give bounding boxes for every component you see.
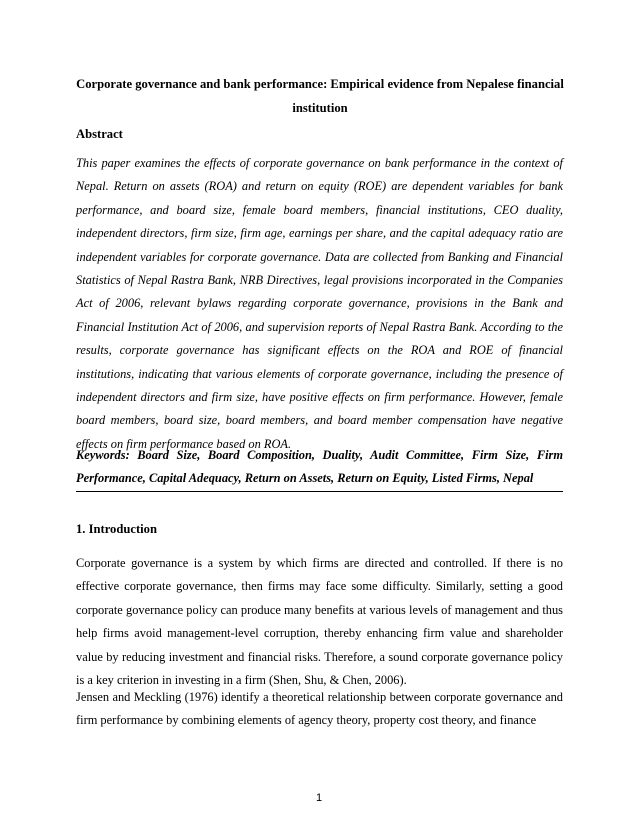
introduction-paragraph: Corporate governance is a system by which firms are directed and controlled. If there is no effective corporate governance, then firms may face some difficulty. Similarly, setting a good corporate governance policy can produce many benefits at various levels of management and thus help firms avoid management-level corruption, thereby enhancing firm value and shareholder value by reducing investment and financial risks. Therefore, a sound corporate governance policy is a key criterion in investing in a firm (Shen, Shu, & Chen, 2006). [76,556,563,688]
paper-title: Corporate governance and bank performance: Empirical evidence from Nepalese financial institution [76,77,564,115]
abstract-heading: Abstract [76,127,123,141]
introduction-paragraph: Jensen and Meckling (1976) identify a theoretical relationship between corporate governance and firm performance by combining elements of agency theory, property cost theory, and finance [76,690,563,728]
page-number: 1 [315,792,323,804]
keywords: Keywords: Board Size, Board Composition, Duality, Audit Committee, Firm Size, Firm Performance, Capital Adequacy, Return on Assets, Return on Equity, Listed Firms, Nepal [76,448,563,486]
section-divider [76,491,563,492]
introduction-heading: 1. Introduction [76,522,157,536]
abstract-body: This paper examines the effects of corporate governance on bank performance in the context of Nepal. Return on assets (ROA) and return on equity (ROE) are dependent variables for bank performance, and board size, female board members, financial institutions, CEO duality, independent directors, firm size, firm age, earnings per share, and the capital adequacy ratio are independent variables for corporate governance. Data are collected from Banking and Financial Statistics of Nepal Rastra Bank, NRB Directives, legal provisions incorporated in the Companies Act of 2006, relevant bylaws regarding corporate governance, provisions in the Bank and Financial Institution Act of 2006, and supervision reports of Nepal Rastra Bank. According to the results, corporate governance has significant effects on the ROA and ROE of financial institutions, indicating that various elements of corporate governance, including the presence of independent directors and firm size, have positive effects on firm performance. However, female board members, board size, board members, and board member compensation have negative effects on firm performance based on ROA. [76,156,563,451]
